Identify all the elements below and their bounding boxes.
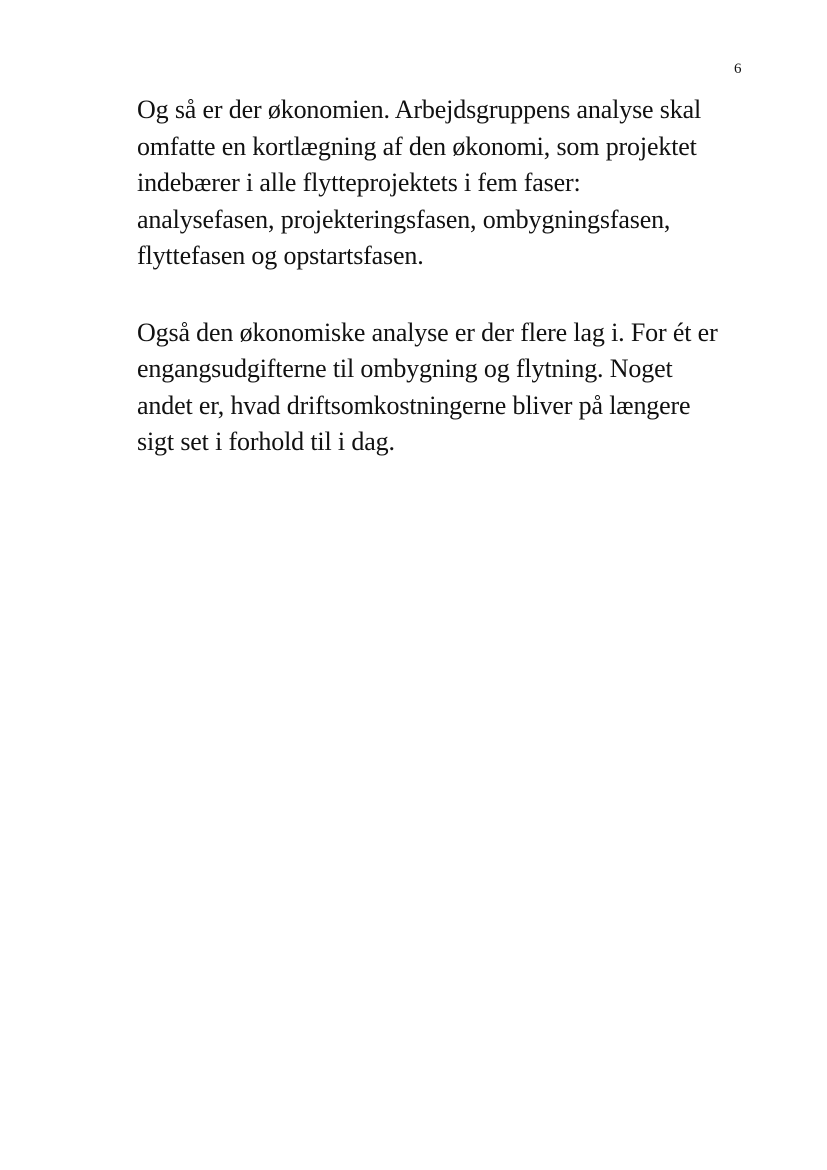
body-text (137, 92, 757, 501)
text-line: Også den økonomiske analyse er der flere lag i. For ét er (137, 317, 718, 347)
text-line: analysefasen, projekteringsfasen, ombygningsfasen, (137, 204, 671, 234)
paragraph-economy-scope (137, 92, 757, 275)
text-line: omfatte en kortlægning af den økonomi, som projektet (137, 131, 697, 161)
text-line: andet er, hvad driftsomkostningerne bliver på længere (137, 390, 691, 420)
text-line: indebærer i alle flytteprojektets i fem faser: (137, 168, 581, 197)
text-line: Og så er der økonomien. Arbejdsgruppens analyse skal (137, 95, 702, 124)
text-line: sigt set i forhold til i dag. (137, 427, 395, 456)
text-line: engangsudgifterne til ombygning og flytning. Noget (137, 354, 673, 383)
page-number: 6 (734, 61, 742, 77)
paragraph-economic-analysis (137, 315, 757, 461)
text-line: flyttefasen og opstartsfasen. (137, 241, 424, 270)
